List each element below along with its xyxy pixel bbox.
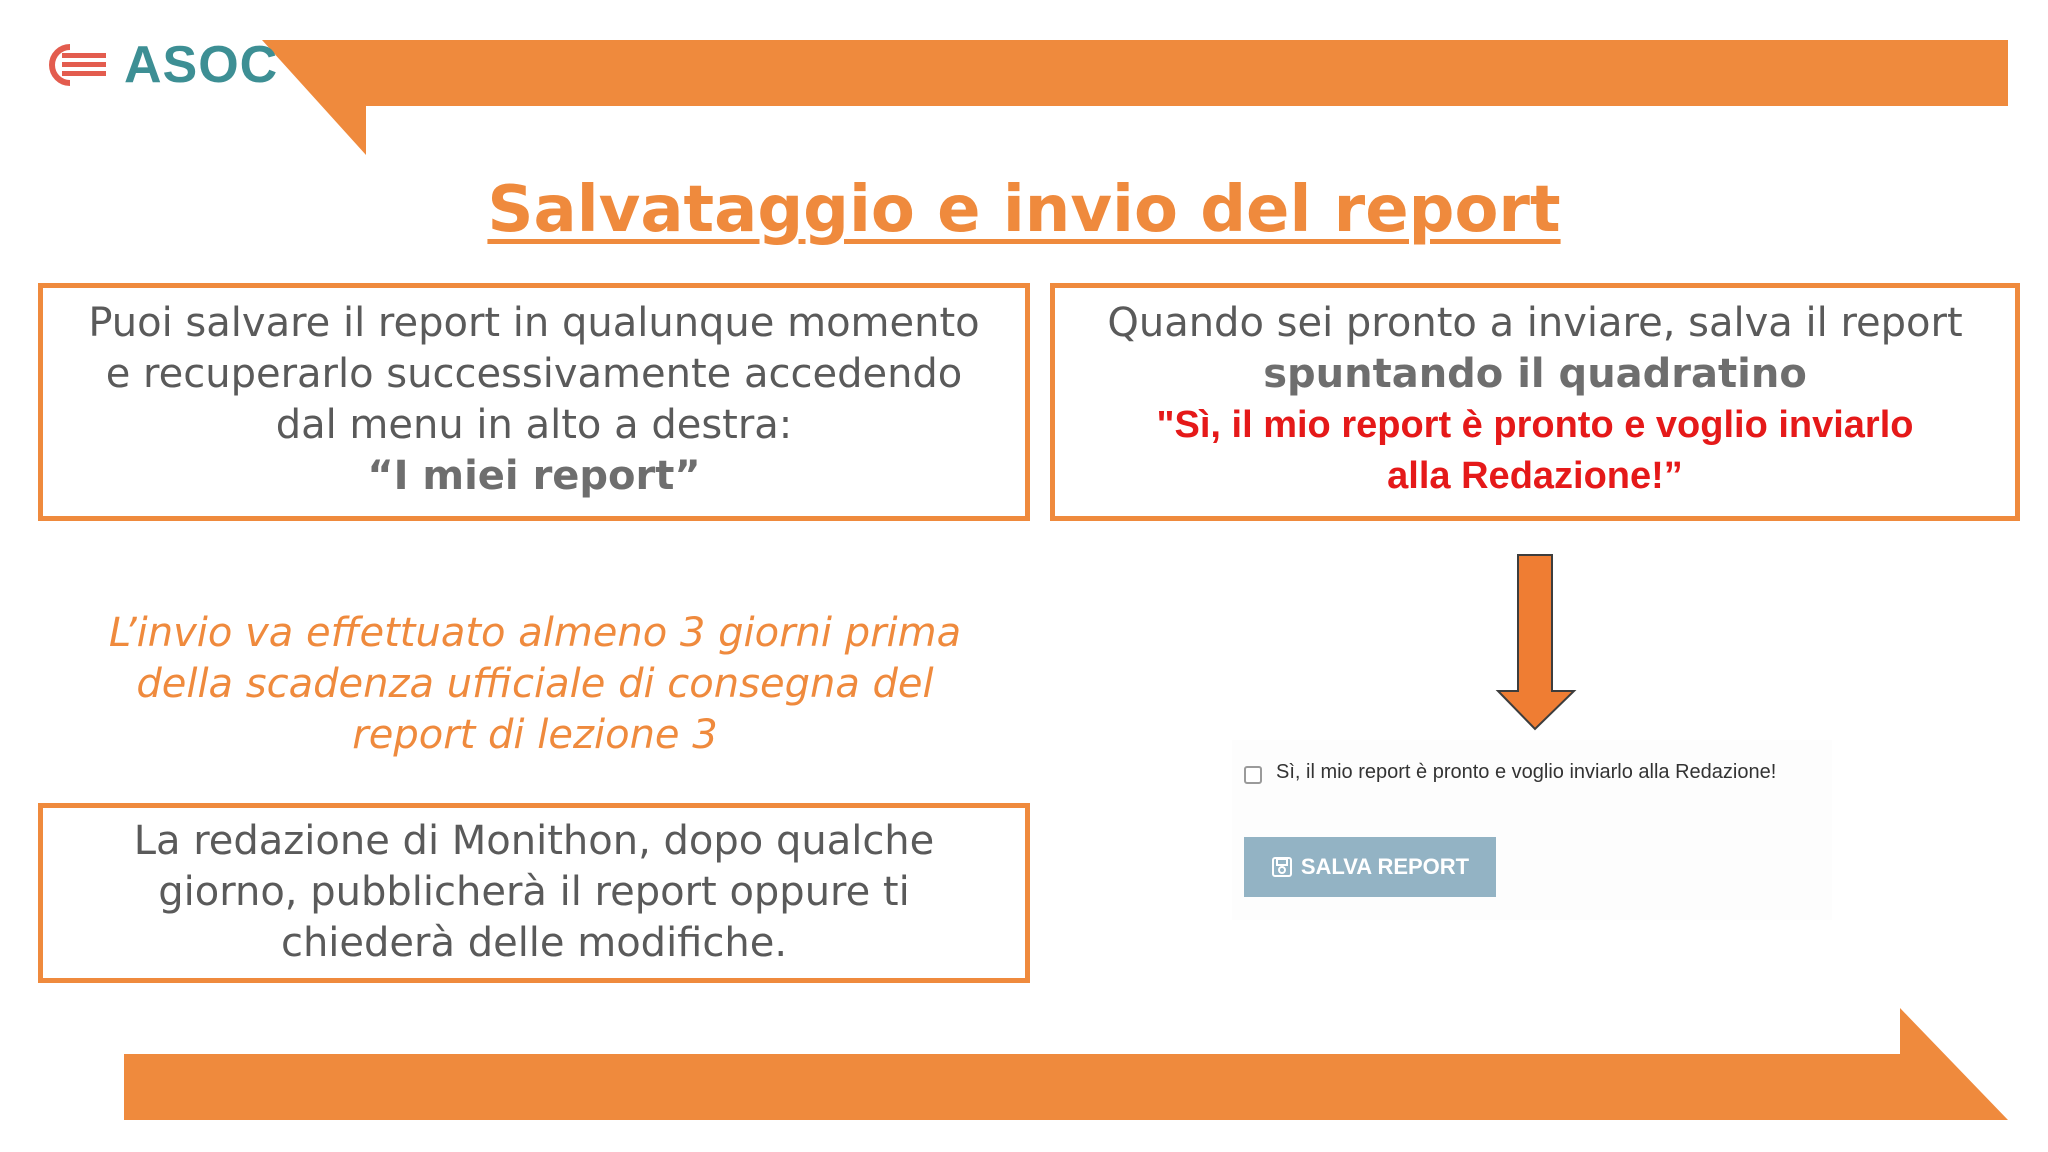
editorial-info-line: giorno, pubblicherà il report oppure ti — [158, 869, 910, 915]
my-reports-label: “I miei report” — [367, 453, 701, 499]
save-info-line: dal menu in alto a destra: — [275, 402, 793, 448]
send-info-line: Quando sei pronto a inviare, salva il report — [1107, 300, 1963, 346]
deadline-note — [40, 608, 1030, 761]
floppy-disk-icon — [1271, 856, 1293, 878]
save-info-box — [38, 283, 1030, 521]
send-info-emphasis: spuntando il quadratino — [1263, 351, 1807, 397]
send-info-quote-line: "Sì, il mio report è pronto e voglio inviarlo — [1156, 404, 1914, 446]
send-info-box — [1050, 283, 2020, 521]
save-report-button[interactable] — [1244, 837, 1496, 897]
down-arrow-icon — [1494, 553, 1578, 733]
deadline-note-line: della scadenza ufficiale di consegna del — [136, 661, 934, 707]
asoc-logo-icon — [40, 43, 110, 87]
save-info-line: e recuperarlo successivamente accedendo — [105, 351, 963, 397]
editorial-info-box — [38, 803, 1030, 983]
ready-to-send-checkbox[interactable] — [1244, 766, 1262, 784]
submit-form-screenshot — [1232, 740, 1832, 920]
ready-to-send-label: Sì, il mio report è pronto e voglio inviarlo alla Redazione! — [1276, 761, 1777, 783]
page-title: Salvataggio e invio del report — [487, 173, 1561, 247]
editorial-info-line: La redazione di Monithon, dopo qualche — [133, 818, 935, 864]
asoc-logo — [40, 36, 279, 94]
save-report-label: SALVA REPORT — [1300, 854, 1470, 879]
deadline-note-line: report di lezione 3 — [352, 712, 718, 758]
logo-text: ASOC — [124, 36, 279, 94]
send-info-quote-line: alla Redazione!” — [1387, 455, 1683, 497]
top-banner-decoration — [0, 0, 2048, 160]
save-info-line: Puoi salvare il report in qualunque momento — [88, 300, 980, 346]
editorial-info-line: chiederà delle modifiche. — [280, 920, 788, 966]
deadline-note-line: L’invio va effettuato almeno 3 giorni prima — [108, 610, 962, 656]
